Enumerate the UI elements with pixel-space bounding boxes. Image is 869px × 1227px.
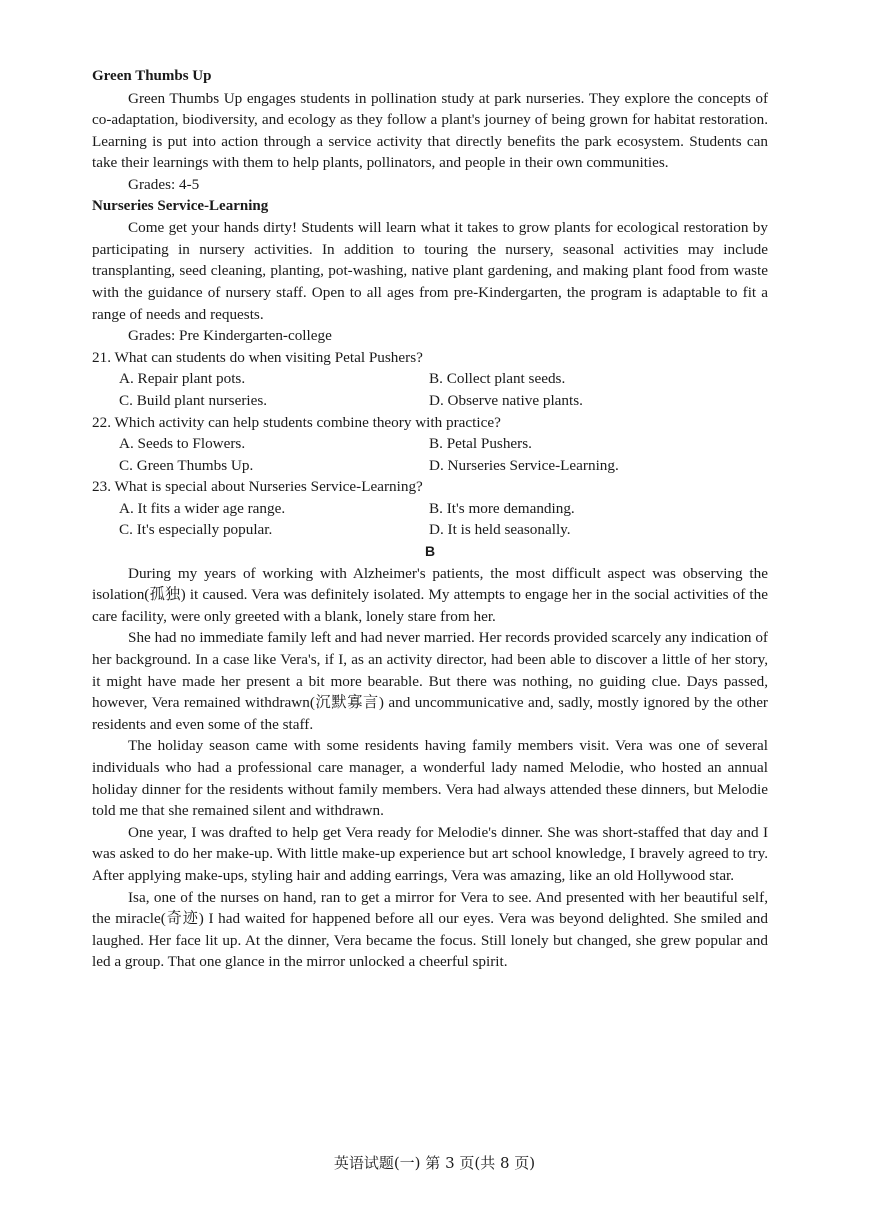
green-thumbs-body: Green Thumbs Up engages students in pollination study at park nurseries. They explore the concepts of co-adaptation, biodiversity, and ecology as they follow a plant's journey of being grown for habitat restoration. Learning is put into action through a service activity that directly benefits the park ecosystem. Students can take their learnings with them to help plants, pollinators, and people in their own communities. [92,89,768,172]
options-grid [92,498,768,541]
option-b: B. Petal Pushers. [429,435,532,453]
passage-b-paragraph-4: One year, I was drafted to help get Vera ready for Melodie's dinner. She was short-staffed that day and I was asked to do her make-up. With little make-up experience but art school knowledge, I bravely agreed to try. After applying make-ups, styling hair and adding earrings, Vera was amazing, like an old Hollywood star. [92,823,768,884]
question-stem: 21. What can students do when visiting Petal Pushers? [92,348,423,366]
passage-b-paragraph-3: The holiday season came with some residents having family members visit. Vera was one of several individuals who had a professional care manager, a wonderful lady named Melodie, who hosted an annual holiday dinner for the residents without family members. Vera had always attended these dinners, but Melodie told me that she remained silent and withdrawn. [92,737,768,820]
nurseries-grades: Grades: Pre Kindergarten-college [128,327,332,345]
page-footer: 英语试题(一) 第 3 页(共 8 页) [333,1154,536,1172]
option-d: D. Observe native plants. [429,391,583,409]
passage-b-paragraph-5: Isa, one of the nurses on hand, ran to get a mirror for Vera to see. And presented with her beautiful self, the miracle(奇迹) I had waited for happened before all our eyes. Vera was beyond delighted. She smiled and laughed. Her face lit up. At the dinner, Vera became the focus. Still lonely but changed, she grew popular and led a group. That one glance in the mirror unlocked a cheerful spirit. [92,888,768,971]
option-a: A. It fits a wider age range. [119,499,286,517]
question-stem: 22. Which activity can help students combine theory with practice? [92,413,501,431]
option-c: C. Build plant nurseries. [119,391,268,409]
nurseries-title: Nurseries Service-Learning [92,197,269,214]
question-stem: 23. What is special about Nurseries Service-Learning? [92,478,423,496]
option-a: A. Seeds to Flowers. [119,435,246,453]
options-grid [92,433,768,476]
option-c: C. It's especially popular. [119,521,273,539]
exam-page [92,66,768,973]
option-d: D. Nurseries Service-Learning. [429,456,619,474]
option-c: C. Green Thumbs Up. [119,456,254,474]
option-a: A. Repair plant pots. [119,370,246,388]
option-b: B. Collect plant seeds. [429,370,566,388]
green-thumbs-title: Green Thumbs Up [92,68,212,84]
passage-b-paragraph-2: She had no immediate family left and had never married. Her records provided scarcely any indication of her background. In a case like Vera's, if I, as an activity director, had been able to discover a little of her story, it might have made her present a bit more bearable. But there was nothing, no guiding clue. Days passed, however, Vera remained withdrawn(沉默寡言) and uncommunicative and, sadly, mostly ignored by the other residents and even some of the staff. [92,629,768,733]
question-22 [92,412,768,477]
question-21 [92,347,768,412]
nurseries-body: Come get your hands dirty! Students will learn what it takes to grow plants for ecological restoration by participating in nursery activities. In addition to touring the nursery, seasonal activities may include transplanting, seed cleaning, planting, pot-washing, native plant gardening, and making plant food from waste with the guidance of nursery staff. Open to all ages from pre-Kindergarten, the program is adaptable to fit a range of needs and requests. [92,219,768,323]
question-23 [92,476,768,541]
passage-b-paragraph-1: During my years of working with Alzheimer's patients, the most difficult aspect was observing the isolation(孤独) it caused. Vera was definitely isolated. My attempts to engage her in the social activities of the care facility, were only greeted with a blank, lonely stare from her. [92,564,768,625]
section-b-letter: B [424,543,436,560]
options-grid [92,368,768,411]
option-b: B. It's more demanding. [429,499,575,517]
option-d: D. It is held seasonally. [429,521,571,539]
green-thumbs-grades: Grades: 4-5 [128,175,200,193]
